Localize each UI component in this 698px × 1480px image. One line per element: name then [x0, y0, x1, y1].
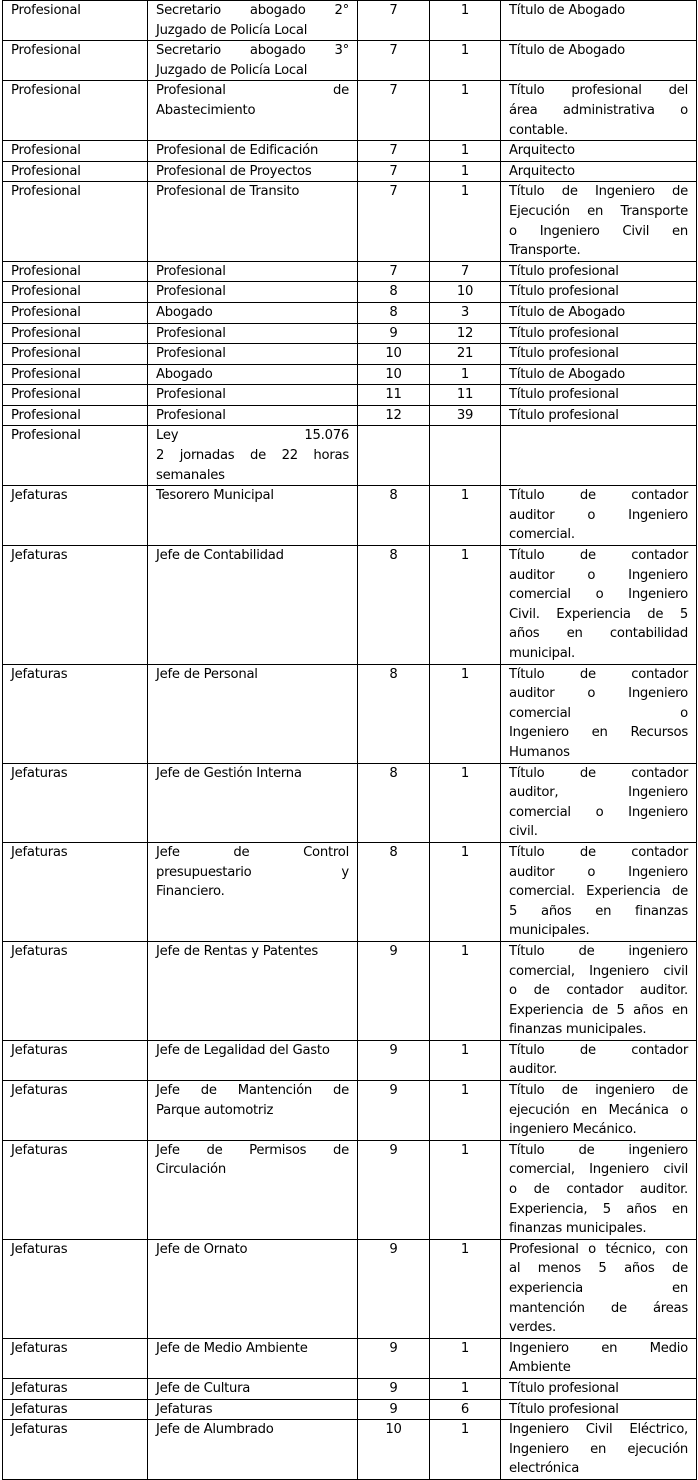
- cell-line: Profesional: [156, 346, 226, 362]
- cell-line: Título profesional: [509, 346, 619, 362]
- planta-cell: Jefaturas: [3, 1081, 148, 1141]
- cantidad-cell: 1: [430, 1420, 501, 1480]
- grado-cell: 8: [358, 763, 430, 842]
- cargo-cell: [148, 664, 358, 763]
- cell-line: Secretario abogado 2°: [156, 3, 349, 18]
- cell-line: Profesional de Edificación: [156, 143, 319, 159]
- cargo-cell: [148, 1, 358, 41]
- cell-line: Título profesional: [509, 387, 619, 403]
- grado-cell: 9: [358, 1239, 430, 1338]
- planta-cell: Jefaturas: [3, 1140, 148, 1239]
- requisito-cell: [501, 81, 697, 141]
- cell-line: o Ingeniero Civil en: [509, 223, 688, 239]
- cantidad-cell: 10: [430, 282, 501, 303]
- table-row: [3, 1, 697, 41]
- cell-line: Título profesional del: [509, 83, 688, 99]
- table-row: [3, 842, 697, 941]
- grado-cell: 9: [358, 1378, 430, 1399]
- cell-line: Título de ingeniero: [509, 943, 688, 959]
- cell-line: Transporte.: [509, 243, 581, 259]
- cell-line: Título profesional: [509, 1401, 619, 1417]
- cargo-cell: [148, 546, 358, 665]
- cargo-cell: [148, 364, 358, 385]
- table-row: [3, 302, 697, 323]
- cell-line: auditor, Ingeniero: [509, 785, 688, 801]
- requisito-cell: [501, 1378, 697, 1399]
- grado-cell: 10: [358, 1420, 430, 1480]
- grado-cell: 8: [358, 664, 430, 763]
- planta-cell: Profesional: [3, 182, 148, 261]
- requisito-cell: [501, 385, 697, 406]
- planta-cell: Jefaturas: [3, 842, 148, 941]
- planta-cell: Profesional: [3, 364, 148, 385]
- requisito-cell: [501, 842, 697, 941]
- cell-line: Experiencia, 5 años en: [509, 1201, 688, 1217]
- cell-line: Título de Abogado: [509, 304, 625, 320]
- cargo-cell: [148, 282, 358, 303]
- grado-cell: 7: [358, 161, 430, 182]
- requisito-cell: [501, 941, 697, 1040]
- requisito-cell: [501, 1, 697, 41]
- cantidad-cell: 1: [430, 763, 501, 842]
- cell-line: o de contador auditor.: [509, 983, 688, 999]
- planta-cell: Profesional: [3, 302, 148, 323]
- planta-cell: Profesional: [3, 323, 148, 344]
- requisito-cell: [501, 41, 697, 81]
- table-row: [3, 941, 697, 1040]
- table-row: [3, 763, 697, 842]
- requisito-cell: [501, 763, 697, 842]
- cell-line: Arquitecto: [509, 163, 575, 179]
- cell-line: Jefe de Gestión Interna: [156, 765, 302, 781]
- cell-line: Título de Abogado: [509, 43, 625, 59]
- requisito-cell: [501, 405, 697, 426]
- cell-line: municipales.: [509, 923, 590, 939]
- planta-cell: Jefaturas: [3, 941, 148, 1040]
- cell-line: Profesional de: [156, 83, 349, 99]
- cell-line: 2 jornadas de 22 horas: [156, 448, 349, 464]
- grado-cell: 7: [358, 261, 430, 282]
- grado-cell: 7: [358, 141, 430, 162]
- cantidad-cell: 1: [430, 1338, 501, 1378]
- cantidad-cell: 1: [430, 1081, 501, 1141]
- table-row: [3, 405, 697, 426]
- cell-line: Ejecución en Transporte: [509, 203, 688, 219]
- cell-line: o de contador auditor.: [509, 1182, 688, 1198]
- planta-cell: Profesional: [3, 1, 148, 41]
- grado-cell: 12: [358, 405, 430, 426]
- cell-line: Jefe de Rentas y Patentes: [156, 943, 318, 959]
- cell-line: al menos 5 años de: [509, 1261, 688, 1277]
- planta-cell: Profesional: [3, 261, 148, 282]
- grado-cell: 8: [358, 282, 430, 303]
- cantidad-cell: 1: [430, 486, 501, 546]
- cargo-cell: [148, 426, 358, 486]
- cargo-cell: [148, 486, 358, 546]
- cantidad-cell: 11: [430, 385, 501, 406]
- cantidad-cell: 1: [430, 1378, 501, 1399]
- grado-cell: 7: [358, 81, 430, 141]
- cargo-cell: [148, 1420, 358, 1480]
- cell-line: contable.: [509, 122, 569, 138]
- cell-line: Título de contador: [509, 488, 688, 504]
- requisito-cell: [501, 182, 697, 261]
- cell-line: Título de Abogado: [509, 3, 625, 18]
- cantidad-cell: 1: [430, 546, 501, 665]
- cargo-cell: [148, 1239, 358, 1338]
- cargo-cell: [148, 261, 358, 282]
- table-row: [3, 1040, 697, 1080]
- cantidad-cell: 1: [430, 1140, 501, 1239]
- planta-cell: Profesional: [3, 405, 148, 426]
- planta-cell: Profesional: [3, 41, 148, 81]
- cell-line: Jefe de Personal: [156, 666, 258, 682]
- grado-cell: 8: [358, 302, 430, 323]
- cell-line: Profesional: [156, 387, 226, 403]
- cargo-cell: [148, 41, 358, 81]
- requisito-cell: [501, 1239, 697, 1338]
- cell-line: auditor o Ingeniero: [509, 507, 688, 523]
- grado-cell: 7: [358, 182, 430, 261]
- cell-line: finanzas municipales.: [509, 1221, 647, 1237]
- cell-line: electrónica: [509, 1461, 580, 1477]
- cell-line: auditor.: [509, 1062, 558, 1078]
- planta-cell: Profesional: [3, 141, 148, 162]
- cell-line: Jefe de Ornato: [156, 1241, 248, 1257]
- planta-cell: Jefaturas: [3, 1378, 148, 1399]
- cell-line: ejecución en Mecánica o: [509, 1102, 688, 1118]
- cell-line: Abogado: [156, 366, 213, 382]
- requisito-cell: [501, 1081, 697, 1141]
- table-body: [3, 1, 697, 1480]
- cell-line: Juzgado de Policía Local: [156, 62, 308, 78]
- table-row: [3, 323, 697, 344]
- cell-line: presupuestario y: [156, 864, 349, 880]
- cell-line: Jefe de Legalidad del Gasto: [156, 1042, 330, 1058]
- cell-line: Título profesional: [509, 263, 619, 279]
- grado-cell: 9: [358, 1399, 430, 1420]
- cell-line: Profesional: [156, 407, 226, 423]
- cargo-cell: [148, 941, 358, 1040]
- cell-line: Título de contador: [509, 1042, 688, 1058]
- cargo-cell: [148, 323, 358, 344]
- requisito-cell: [501, 161, 697, 182]
- requisito-cell: [501, 364, 697, 385]
- planta-cell: Profesional: [3, 426, 148, 486]
- cell-line: Profesional o técnico, con: [509, 1241, 688, 1257]
- grado-cell: 9: [358, 1338, 430, 1378]
- cell-line: Parque automotriz: [156, 1102, 274, 1118]
- grado-cell: 9: [358, 323, 430, 344]
- table-row: [3, 344, 697, 365]
- grado-cell: 9: [358, 1040, 430, 1080]
- table-row: [3, 664, 697, 763]
- cell-line: comercial o Ingeniero: [509, 804, 688, 820]
- cell-line: Título de ingeniero de: [509, 1083, 688, 1099]
- cantidad-cell: 1: [430, 1, 501, 41]
- cell-line: comercial, Ingeniero civil: [509, 1162, 688, 1178]
- cantidad-cell: 1: [430, 161, 501, 182]
- table-row: [3, 1420, 697, 1480]
- planta-cell: Jefaturas: [3, 1040, 148, 1080]
- requisito-cell: [501, 486, 697, 546]
- cell-line: comercial. Experiencia de: [509, 884, 688, 900]
- cell-line: Título profesional: [509, 1380, 619, 1396]
- cargo-cell: [148, 405, 358, 426]
- cell-line: Jefe de Medio Ambiente: [156, 1340, 308, 1356]
- grado-cell: 10: [358, 344, 430, 365]
- cell-line: comercial, Ingeniero civil: [509, 963, 688, 979]
- planta-cell: Jefaturas: [3, 1420, 148, 1480]
- cell-line: Profesional de Transito: [156, 184, 300, 200]
- planta-cell: Profesional: [3, 81, 148, 141]
- cell-line: Jefe de Control: [156, 844, 349, 860]
- cantidad-cell: 39: [430, 405, 501, 426]
- table-row: [3, 486, 697, 546]
- requisito-cell: [501, 1338, 697, 1378]
- cell-line: Profesional de Proyectos: [156, 163, 312, 179]
- cell-line: Juzgado de Policía Local: [156, 22, 308, 38]
- cell-line: semanales: [156, 467, 225, 483]
- cargo-cell: [148, 842, 358, 941]
- cell-line: auditor o Ingeniero: [509, 567, 688, 583]
- planta-cell: Jefaturas: [3, 1399, 148, 1420]
- cell-line: Ingeniero Civil Eléctrico,: [509, 1422, 688, 1438]
- cargo-cell: [148, 1399, 358, 1420]
- table-row: [3, 182, 697, 261]
- requisito-cell: [501, 546, 697, 665]
- cantidad-cell: 1: [430, 81, 501, 141]
- planta-cell: Profesional: [3, 385, 148, 406]
- grado-cell: 11: [358, 385, 430, 406]
- planta-cell: Profesional: [3, 161, 148, 182]
- cantidad-cell: 1: [430, 842, 501, 941]
- cell-line: Ley 15.076: [156, 428, 349, 444]
- cantidad-cell: 21: [430, 344, 501, 365]
- cantidad-cell: [430, 426, 501, 486]
- table-row: [3, 282, 697, 303]
- cargo-cell: [148, 1338, 358, 1378]
- cargo-cell: [148, 81, 358, 141]
- grado-cell: 7: [358, 41, 430, 81]
- table-row: [3, 546, 697, 665]
- cell-line: experiencia en: [509, 1281, 688, 1296]
- cell-line: Título de contador: [509, 666, 688, 682]
- cantidad-cell: 3: [430, 302, 501, 323]
- cantidad-cell: 12: [430, 323, 501, 344]
- cargo-cell: [148, 1140, 358, 1239]
- table-row: [3, 1378, 697, 1399]
- cell-line: Ingeniero en Recursos: [509, 725, 688, 741]
- cell-line: comercial o Ingeniero: [509, 587, 688, 603]
- grado-cell: 8: [358, 842, 430, 941]
- table-row: [3, 364, 697, 385]
- table-row: [3, 1399, 697, 1420]
- cell-line: área administrativa o: [509, 102, 688, 118]
- cell-line: Experiencia de 5 años en: [509, 1002, 688, 1018]
- cargo-cell: [148, 161, 358, 182]
- cantidad-cell: 1: [430, 941, 501, 1040]
- cargo-cell: [148, 182, 358, 261]
- requisito-cell: [501, 1140, 697, 1239]
- grado-cell: 9: [358, 1140, 430, 1239]
- cell-line: Civil. Experiencia de 5: [509, 606, 688, 622]
- cell-line: Jefe de Contabilidad: [156, 548, 284, 564]
- cell-line: ingeniero Mecánico.: [509, 1122, 637, 1138]
- grado-cell: [358, 426, 430, 486]
- cell-line: Título de contador: [509, 765, 688, 781]
- cantidad-cell: 1: [430, 1040, 501, 1080]
- requisito-cell: [501, 1399, 697, 1420]
- requisito-cell: [501, 344, 697, 365]
- requisito-cell: [501, 664, 697, 763]
- cantidad-cell: 1: [430, 141, 501, 162]
- cell-line: mantención de áreas: [509, 1300, 688, 1316]
- cell-line: civil.: [509, 824, 538, 840]
- table-row: [3, 385, 697, 406]
- cell-line: años en contabilidad: [509, 626, 688, 642]
- grado-cell: 9: [358, 941, 430, 1040]
- cell-line: auditor o Ingeniero: [509, 864, 688, 880]
- cargo-cell: [148, 1081, 358, 1141]
- cell-line: Jefe de Mantención de: [156, 1083, 349, 1099]
- cell-line: comercial o: [509, 705, 688, 721]
- grado-cell: 7: [358, 1, 430, 41]
- staff-requirements-table: [2, 0, 697, 1480]
- cantidad-cell: 1: [430, 364, 501, 385]
- cell-line: Profesional: [156, 263, 226, 279]
- table-row: [3, 1239, 697, 1338]
- planta-cell: Jefaturas: [3, 546, 148, 665]
- cell-line: Abastecimiento: [156, 102, 256, 118]
- grado-cell: 8: [358, 486, 430, 546]
- grado-cell: 8: [358, 546, 430, 665]
- cell-line: Ambiente: [509, 1360, 571, 1376]
- cargo-cell: [148, 302, 358, 323]
- cell-line: finanzas municipales.: [509, 1022, 647, 1038]
- table-row: [3, 1338, 697, 1378]
- cargo-cell: [148, 141, 358, 162]
- table-row: [3, 141, 697, 162]
- cell-line: Secretario abogado 3°: [156, 43, 349, 59]
- requisito-cell: [501, 261, 697, 282]
- cell-line: verdes.: [509, 1320, 556, 1336]
- table-row: [3, 426, 697, 486]
- cell-line: 5 años en finanzas: [509, 903, 688, 919]
- cell-line: Financiero.: [156, 884, 225, 900]
- cantidad-cell: 1: [430, 664, 501, 763]
- cell-line: Ingeniero en ejecución: [509, 1441, 688, 1457]
- table-row: [3, 1081, 697, 1141]
- requisito-cell: [501, 282, 697, 303]
- cell-line: Título profesional: [509, 407, 619, 423]
- planta-cell: Jefaturas: [3, 1239, 148, 1338]
- requisito-cell: [501, 141, 697, 162]
- cell-line: Jefe de Permisos de: [156, 1142, 349, 1158]
- table-row: [3, 41, 697, 81]
- cantidad-cell: 1: [430, 182, 501, 261]
- cell-line: Jefaturas: [156, 1401, 213, 1417]
- cell-line: Jefe de Alumbrado: [156, 1422, 274, 1438]
- table-row: [3, 161, 697, 182]
- cargo-cell: [148, 344, 358, 365]
- cell-line: Título de ingeniero: [509, 1142, 688, 1158]
- requisito-cell: [501, 1420, 697, 1480]
- cell-line: Título de Ingeniero de: [509, 184, 688, 200]
- cell-line: Título profesional: [509, 325, 619, 341]
- cantidad-cell: 7: [430, 261, 501, 282]
- cargo-cell: [148, 1040, 358, 1080]
- cell-line: comercial.: [509, 527, 575, 543]
- table-row: [3, 261, 697, 282]
- planta-cell: Profesional: [3, 282, 148, 303]
- table-row: [3, 1140, 697, 1239]
- requisito-cell: [501, 1040, 697, 1080]
- requisito-cell: [501, 302, 697, 323]
- cell-line: Circulación: [156, 1162, 226, 1178]
- cell-line: municipal.: [509, 646, 575, 661]
- cell-line: Humanos: [509, 744, 570, 760]
- cargo-cell: [148, 1378, 358, 1399]
- grado-cell: 10: [358, 364, 430, 385]
- cell-line: Ingeniero en Medio: [509, 1340, 688, 1356]
- cell-line: Título de contador: [509, 548, 688, 564]
- planta-cell: Jefaturas: [3, 486, 148, 546]
- cell-line: Profesional: [156, 325, 226, 341]
- cell-line: auditor o Ingeniero: [509, 686, 688, 702]
- cargo-cell: [148, 385, 358, 406]
- requisito-cell: [501, 426, 697, 486]
- cargo-cell: [148, 763, 358, 842]
- requisito-cell: [501, 323, 697, 344]
- table-row: [3, 81, 697, 141]
- cantidad-cell: 1: [430, 1239, 501, 1338]
- cantidad-cell: 6: [430, 1399, 501, 1420]
- planta-cell: Jefaturas: [3, 1338, 148, 1378]
- cell-line: Abogado: [156, 304, 213, 320]
- cell-line: Tesorero Municipal: [156, 488, 274, 504]
- cantidad-cell: 1: [430, 41, 501, 81]
- cell-line: Título profesional: [509, 284, 619, 300]
- grado-cell: 9: [358, 1081, 430, 1141]
- planta-cell: Jefaturas: [3, 664, 148, 763]
- planta-cell: Profesional: [3, 344, 148, 365]
- cell-line: Arquitecto: [509, 143, 575, 159]
- cell-line: Profesional: [156, 284, 226, 300]
- cell-line: Jefe de Cultura: [156, 1380, 251, 1396]
- cell-line: Título de Abogado: [509, 366, 625, 382]
- planta-cell: Jefaturas: [3, 763, 148, 842]
- cell-line: Título de contador: [509, 844, 688, 860]
